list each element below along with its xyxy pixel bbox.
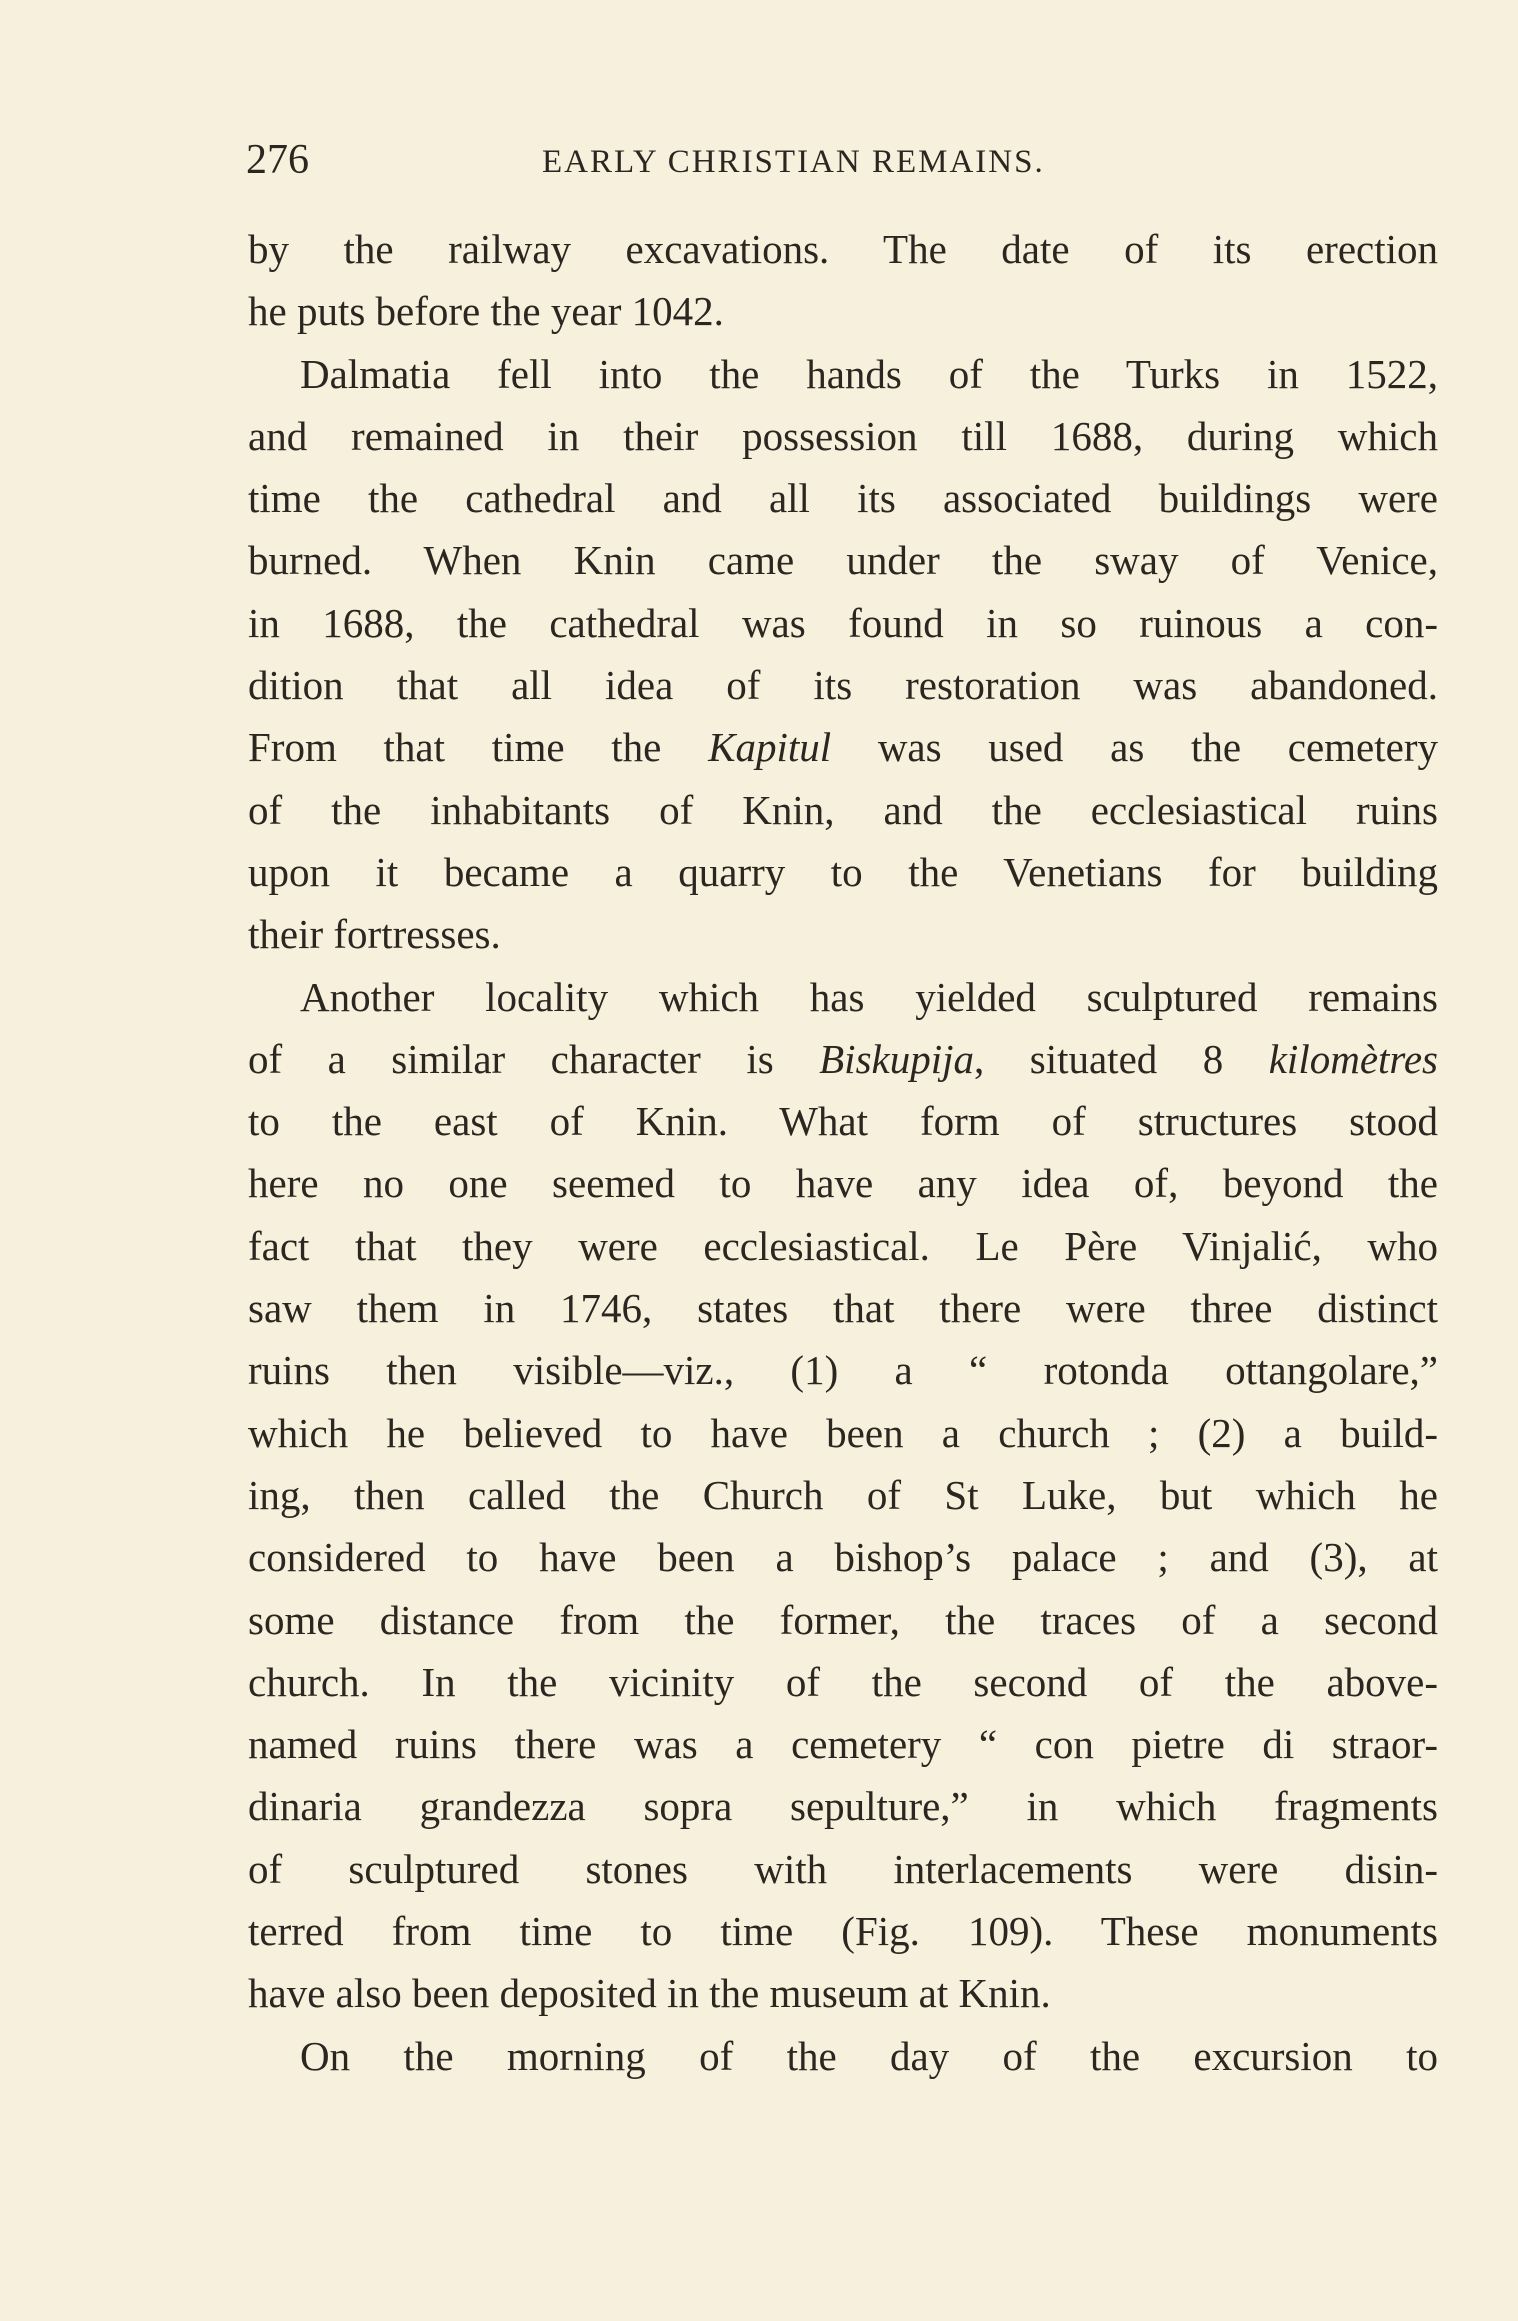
text-line: Dalmatia fell into the hands of the Turks in 1522,	[300, 350, 1438, 397]
text-line	[248, 716, 1438, 778]
text-run: was used as the cemetery	[831, 724, 1438, 771]
text-line: church. In the vicinity of the second of the above-	[248, 1658, 1438, 1705]
text-run: of a similar character is	[248, 1035, 820, 1082]
text-line: some distance from the former, the traces of a second	[248, 1596, 1438, 1643]
text-line: of the inhabitants of Knin, and the ecclesiastical ruins	[248, 786, 1438, 833]
text-line: ing, then called the Church of St Luke, but which he	[248, 1471, 1438, 1518]
text-line: dinaria grandezza sopra sepulture,” in which fragments	[248, 1783, 1438, 1830]
text-run: , situated 8	[974, 1035, 1269, 1082]
text-line: upon it became a quarry to the Venetians for building	[248, 848, 1438, 895]
running-head	[246, 130, 1456, 190]
text-line: Another locality which has yielded sculptured remains	[300, 973, 1438, 1020]
text-line: which he believed to have been a church ; (2) a build-	[248, 1409, 1438, 1456]
text-line: saw them in 1746, states that there were three distinct	[248, 1285, 1438, 1332]
text-line: he puts before the year 1042.	[248, 288, 724, 335]
text-line: On the morning of the day of the excursion to	[300, 2032, 1438, 2079]
text-line: fact that they were ecclesiastical. Le Père Vinjalić, who	[248, 1222, 1438, 1269]
italic-term: Biskupija	[819, 1035, 975, 1082]
text-line: by the railway excavations. The date of its erection	[248, 226, 1438, 272]
body-text	[248, 218, 1438, 2087]
italic-term: kilomètres	[1268, 1035, 1438, 1082]
text-line: here no one seemed to have any idea of, beyond the	[248, 1160, 1438, 1207]
text-line: and remained in their possession till 1688, during which	[248, 412, 1438, 459]
text-line: burned. When Knin came under the sway of Venice,	[248, 537, 1438, 584]
text-line: ruins then visible—viz., (1) a “ rotonda ottangolare,”	[248, 1347, 1438, 1394]
text-line: in 1688, the cathedral was found in so ruinous a con-	[248, 599, 1438, 646]
text-line: of sculptured stones with interlacements were disin-	[248, 1845, 1438, 1892]
text-line: to the east of Knin. What form of structures stood	[248, 1098, 1438, 1145]
text-line: dition that all idea of its restoration was abandoned.	[248, 662, 1438, 709]
page-number: 276	[246, 137, 309, 183]
text-line: have also been deposited in the museum at Knin.	[248, 1970, 1051, 2017]
text-line: their fortresses.	[248, 911, 501, 958]
text-line: time the cathedral and all its associated buildings were	[248, 475, 1438, 522]
text-line: considered to have been a bishop’s palace ; and (3), at	[248, 1534, 1438, 1581]
italic-term: Kapitul	[708, 724, 832, 771]
running-title: EARLY CHRISTIAN REMAINS.	[542, 144, 1045, 180]
text-line	[248, 1028, 1438, 1090]
text-line: named ruins there was a cemetery “ con pietre di straor-	[248, 1721, 1438, 1768]
text-line: terred from time to time (Fig. 109). These monuments	[248, 1908, 1438, 1955]
text-run: From that time the	[248, 724, 709, 771]
